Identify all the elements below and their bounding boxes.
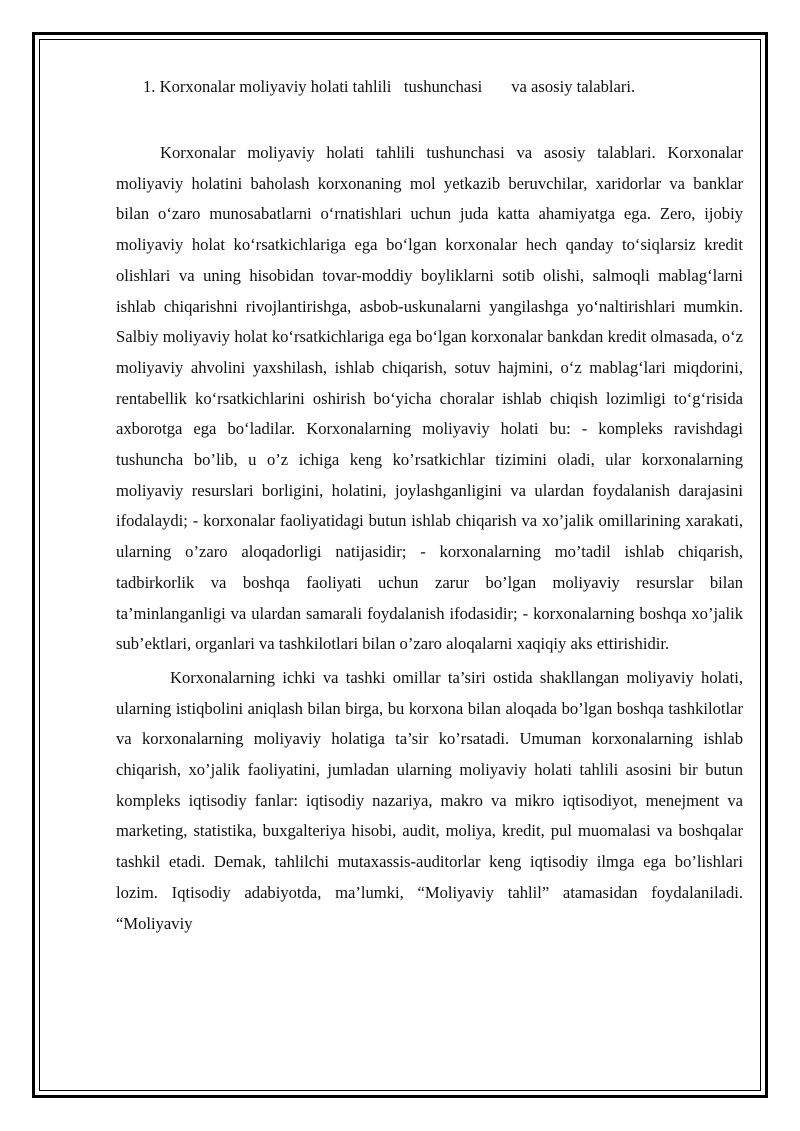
section-heading: 1. Korxonalar moliyaviy holati tahlili tushunchasi va asosiy talablari. bbox=[143, 77, 636, 96]
document-body bbox=[116, 72, 743, 939]
paragraph-1: Korxonalar moliyaviy holati tahlili tushunchasi va asosiy talablari. Korxonalar moliyaviy holatini baholash korxonaning mol yetkazib beruvchilar, xaridorlar va banklar bilan o‘zaro munosabatlarni o‘rnatishlari uchun juda katta ahamiyatga ega. Zero, ijobiy moliyaviy holat ko‘rsatkichlariga ega bo‘lgan korxonalar hech qanday to‘siqlarsiz kredit olishlari va uning hisobidan tovar-moddiy boyliklarni sotib olishi, salmoqli mablag‘larni ishlab chiqarishni rivojlantirishga, asbob-uskunalarni yangilashga yo‘naltirishlari mumkin. Salbiy moliyaviy holat ko‘rsatkichlariga ega bo‘lgan korxonalar bankdan kredit olmasada, o‘z moliyaviy ahvolini yaxshilash, ishlab chiqarish, sotuv hajmini, o‘z mablag‘lari miqdorini, rentabellik ko‘rsatkichlarini oshirish bo‘yicha choralar ishlab chiqish lozimligi to‘g‘risida axborotga ega bo‘ladilar. Korxonalarning moliyaviy holati bu: - kompleks ravishdagi tushuncha bo’lib, u o’z ichiga keng ko’rsatkichlar tizimini oladi, ular korxonalarning moliyaviy resurslari borligini, holatini, joylashganligini va ulardan foydalanish darajasini ifodalaydi; - korxonalar faoliyatidagi butun ishlab chiqarish va xo’jalik omillarining xarakati, ularning o’zaro aloqadorligi natijasidir; - korxonalarning mo’tadil ishlab chiqarish, tadbirkorlik va boshqa faoliyati uchun zarur bo’lgan moliyaviy resurslar bilan ta’minlanganligi va ulardan samarali foydalanish ifodasidir; - korxonalarning boshqa xo’jalik sub’ektlari, organlari va tashkilotlari bilan o’zaro aloqalarni xaqiqiy aks ettirishidir. bbox=[116, 143, 743, 654]
paragraph-2: Korxonalarning ichki va tashki omillar ta’siri ostida shakllangan moliyaviy holati, ularning istiqbolini aniqlash bilan birga, bu korxona bilan aloqada bo’lgan boshqa tashkilotlar va korxonalarning moliyaviy holatiga ta’sir ko’rsatadi. Umuman korxonalarning ishlab chiqarish, xo’jalik faoliyatini, jumladan ularning moliyaviy holati tahlili asosini bir butun kompleks iqtisodiy fanlar: iqtisodiy nazariya, makro va mikro iqtisodiyot, menejment va marketing, statistika, buxgalteriya hisobi, audit, moliya, kredit, pul muomalasi va boshqalar tashkil etadi. Demak, tahlilchi mutaxassis-auditorlar keng iqtisodiy ilmga ega bo’lishlari lozim. Iqtisodiy adabiyotda, ma’lumki, “Moliyaviy tahlil” atamasidan foydalaniladi. “Moliyaviy bbox=[116, 667, 743, 933]
